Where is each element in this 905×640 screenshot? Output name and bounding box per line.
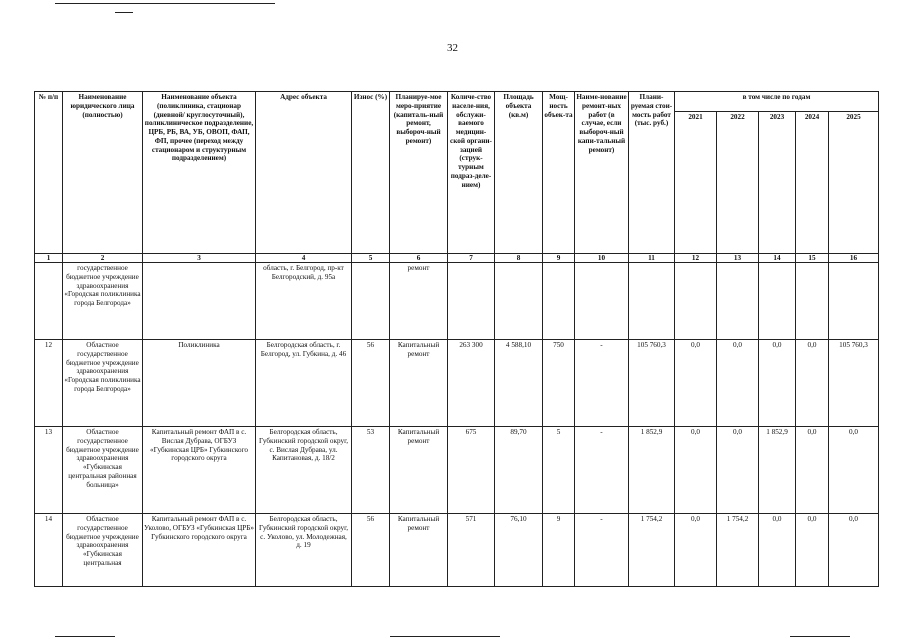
- cell-measure: Капитальный ремонт: [390, 514, 448, 587]
- cell-2025: 0,0: [829, 427, 879, 514]
- colnum-5: 5: [352, 254, 390, 263]
- cell-entity: государственное бюджетное учреждение здравоохранения «Городская поликлиника города Белгорода»: [63, 263, 143, 340]
- header-cost: Плани-руемая стои-мость работ (тыс. руб.): [629, 92, 675, 254]
- cell-wear: 56: [352, 514, 390, 587]
- cell-object: [143, 263, 256, 340]
- cell-cost: 1 754,2: [629, 514, 675, 587]
- cell-measure: Капитальный ремонт: [390, 427, 448, 514]
- cell-num: [35, 263, 63, 340]
- cell-2022: 0,0: [717, 427, 759, 514]
- cell-area: 89,70: [495, 427, 543, 514]
- cell-works: -: [575, 427, 629, 514]
- header-year-2022: 2022: [717, 112, 759, 254]
- scan-line-top-short: [115, 12, 133, 13]
- colnum-1: 1: [35, 254, 63, 263]
- cell-capacity: 9: [543, 514, 575, 587]
- header-population: Количе-ство населе-ния, обслужи-ваемого медицин-ской органи-зацией (струк-турным подраз-деле-нием): [448, 92, 495, 254]
- cell-2025: 0,0: [829, 514, 879, 587]
- cell-area: 4 588,10: [495, 340, 543, 427]
- header-num: № п/п: [35, 92, 63, 254]
- table-row: [35, 263, 879, 340]
- header-address: Адрес объекта: [256, 92, 352, 254]
- cell-2021: 0,0: [675, 427, 717, 514]
- header-works: Наиме-нование ремонт-ных работ (в случае, если выбороч-ный капи-тальный ремонт): [575, 92, 629, 254]
- header-row-1: [35, 92, 879, 112]
- colnum-16: 16: [829, 254, 879, 263]
- colnum-10: 10: [575, 254, 629, 263]
- capital-repair-table: [34, 91, 879, 587]
- colnum-7: 7: [448, 254, 495, 263]
- column-numbers-row: [35, 254, 879, 263]
- cell-entity: Областное государственное бюджетное учреждение здравоохранения «Губкинская центральная районная больница»: [63, 427, 143, 514]
- cell-2023: 0,0: [759, 340, 796, 427]
- cell-address: Белгородская область, Губкинский городской округ, с. Уколово, ул. Молодежная, д. 19: [256, 514, 352, 587]
- colnum-6: 6: [390, 254, 448, 263]
- scan-line-bottom-right: [790, 636, 850, 637]
- cell-2025: [829, 263, 879, 340]
- colnum-2: 2: [63, 254, 143, 263]
- cell-entity: Областное государственное бюджетное учреждение здравоохранения «Городская поликлиника города Белгорода»: [63, 340, 143, 427]
- table-row: [35, 427, 879, 514]
- cell-cost: 105 760,3: [629, 340, 675, 427]
- cell-population: 571: [448, 514, 495, 587]
- cell-2024: 0,0: [796, 514, 829, 587]
- colnum-13: 13: [717, 254, 759, 263]
- page-number: 32: [447, 42, 458, 54]
- header-object: Наименование объекта (поликлиника, стационар (дневной/ круглосуточный), поликлиническое подразделение, ЦРБ, РБ, ВА, УБ, ОВОП, ФАП, ФП, прочее (переход между стационаром и структурным подразделением): [143, 92, 256, 254]
- scan-line-bottom-mid: [390, 636, 500, 637]
- cell-num: 12: [35, 340, 63, 427]
- cell-num: 14: [35, 514, 63, 587]
- header-measure: Планируе-мое меро-приятие (капиталь-ный ремонт, выбороч-ный ремонт): [390, 92, 448, 254]
- header-year-2023: 2023: [759, 112, 796, 254]
- header-entity: Наименование юридического лица (полностью): [63, 92, 143, 254]
- cell-works: [575, 263, 629, 340]
- cell-2024: [796, 263, 829, 340]
- header-area: Площадь объекта (кв.м): [495, 92, 543, 254]
- colnum-11: 11: [629, 254, 675, 263]
- cell-measure: Капитальный ремонт: [390, 340, 448, 427]
- cell-cost: 1 852,9: [629, 427, 675, 514]
- cell-population: 263 300: [448, 340, 495, 427]
- cell-area: 76,10: [495, 514, 543, 587]
- colnum-12: 12: [675, 254, 717, 263]
- header-year-2021: 2021: [675, 112, 717, 254]
- colnum-4: 4: [256, 254, 352, 263]
- cell-measure: ремонт: [390, 263, 448, 340]
- cell-area: [495, 263, 543, 340]
- cell-2025: 105 760,3: [829, 340, 879, 427]
- cell-population: 675: [448, 427, 495, 514]
- colnum-8: 8: [495, 254, 543, 263]
- colnum-3: 3: [143, 254, 256, 263]
- cell-address: Белгородская область, г. Белгород, ул. Губкина, д. 46: [256, 340, 352, 427]
- cell-object: Капитальный ремонт ФАП в с. Вислая Дубрава, ОГБУЗ «Губкинская ЦРБ» Губкинского городского округа: [143, 427, 256, 514]
- cell-capacity: 750: [543, 340, 575, 427]
- colnum-14: 14: [759, 254, 796, 263]
- cell-2023: [759, 263, 796, 340]
- cell-2024: 0,0: [796, 427, 829, 514]
- cell-works: -: [575, 514, 629, 587]
- cell-2021: [675, 263, 717, 340]
- cell-address: область, г. Белгород, пр-кт Белгородский, д. 95а: [256, 263, 352, 340]
- cell-2021: 0,0: [675, 514, 717, 587]
- cell-object: Поликлиника: [143, 340, 256, 427]
- table-row: [35, 514, 879, 587]
- cell-2021: 0,0: [675, 340, 717, 427]
- cell-object: Капитальный ремонт ФАП в с. Уколово, ОГБУЗ «Губкинская ЦРБ» Губкинского городского округа: [143, 514, 256, 587]
- cell-2022: [717, 263, 759, 340]
- cell-works: -: [575, 340, 629, 427]
- cell-wear: [352, 263, 390, 340]
- scan-line-top: [55, 3, 275, 4]
- cell-2023: 1 852,9: [759, 427, 796, 514]
- colnum-9: 9: [543, 254, 575, 263]
- cell-cost: [629, 263, 675, 340]
- cell-capacity: 5: [543, 427, 575, 514]
- cell-wear: 56: [352, 340, 390, 427]
- header-year-2024: 2024: [796, 112, 829, 254]
- cell-entity: Областное государственное бюджетное учреждение здравоохранения «Губкинская центральная: [63, 514, 143, 587]
- cell-address: Белгородская область, Губкинский городской округ, с. Вислая Дубрава, ул. Капитановая, д. 18/2: [256, 427, 352, 514]
- colnum-15: 15: [796, 254, 829, 263]
- header-years-group: в том числе по годам: [675, 92, 879, 112]
- cell-2022: 0,0: [717, 340, 759, 427]
- cell-wear: 53: [352, 427, 390, 514]
- cell-2023: 0,0: [759, 514, 796, 587]
- header-wear: Износ (%): [352, 92, 390, 254]
- cell-2022: 1 754,2: [717, 514, 759, 587]
- cell-num: 13: [35, 427, 63, 514]
- cell-capacity: [543, 263, 575, 340]
- scan-line-bottom: [55, 636, 115, 637]
- cell-2024: 0,0: [796, 340, 829, 427]
- table-row: [35, 340, 879, 427]
- header-year-2025: 2025: [829, 112, 879, 254]
- header-capacity: Мощ-ность объек-та: [543, 92, 575, 254]
- cell-population: [448, 263, 495, 340]
